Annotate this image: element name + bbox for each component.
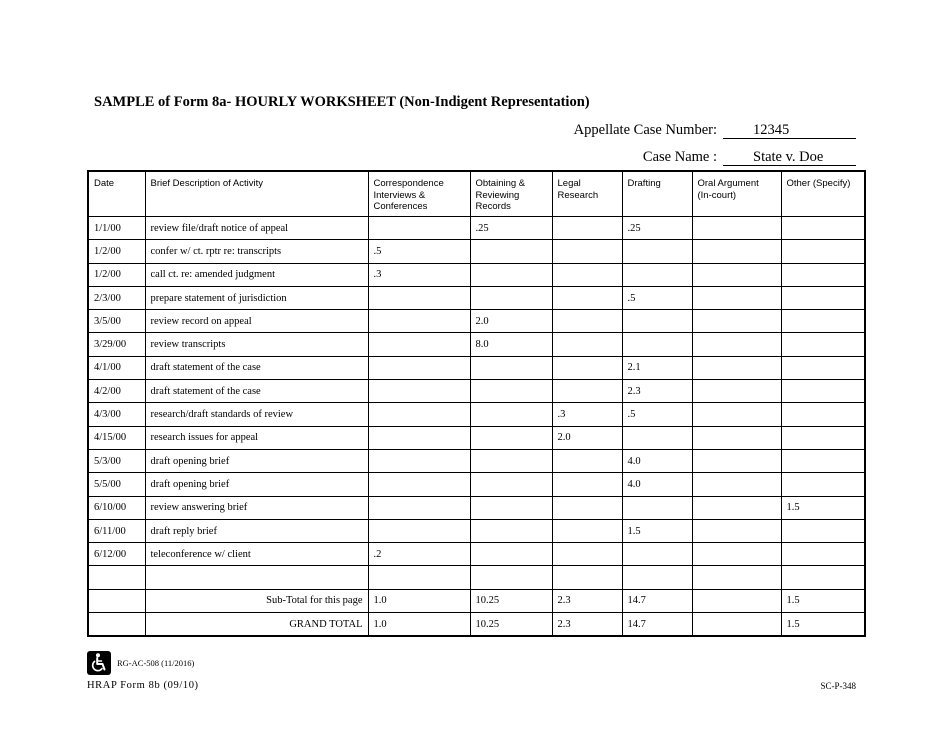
cell-correspondence — [368, 356, 470, 379]
col-header-legal-research: Legal Research — [552, 171, 622, 217]
cell-records — [470, 380, 552, 403]
cell-oral-argument — [692, 286, 781, 309]
header-row — [88, 171, 865, 217]
cell-date: 5/5/00 — [88, 473, 145, 496]
col-header-oral-argument: Oral Argument (In-court) — [692, 171, 781, 217]
cell-records — [470, 519, 552, 542]
cell-records: 8.0 — [470, 333, 552, 356]
cell-legal-research — [552, 449, 622, 472]
cell-oral-argument — [692, 240, 781, 263]
cell-date — [88, 566, 145, 589]
cell-description: draft statement of the case — [145, 380, 368, 403]
cell-drafting — [622, 543, 692, 566]
cell-drafting: 4.0 — [622, 473, 692, 496]
cell-records: 2.0 — [470, 310, 552, 333]
cell-correspondence — [368, 496, 470, 519]
table-row — [88, 426, 865, 449]
subtotal-correspondence: 1.0 — [368, 589, 470, 612]
table-row — [88, 286, 865, 309]
grand-total-oral-argument — [692, 613, 781, 637]
cell-legal-research — [552, 240, 622, 263]
cell-date: 3/29/00 — [88, 333, 145, 356]
table-row — [88, 240, 865, 263]
cell-legal-research — [552, 263, 622, 286]
cell-records — [470, 449, 552, 472]
cell-date: 6/12/00 — [88, 543, 145, 566]
cell-legal-research — [552, 333, 622, 356]
cell-records — [470, 543, 552, 566]
cell-drafting — [622, 240, 692, 263]
cell-oral-argument — [692, 496, 781, 519]
cell-drafting: 1.5 — [622, 519, 692, 542]
table-row — [88, 380, 865, 403]
subtotal-legal-research: 2.3 — [552, 589, 622, 612]
cell-legal-research — [552, 356, 622, 379]
table-row — [88, 519, 865, 542]
cell-correspondence — [368, 380, 470, 403]
cell-legal-research — [552, 496, 622, 519]
col-header-description: Brief Description of Activity — [145, 171, 368, 217]
grand-total-correspondence: 1.0 — [368, 613, 470, 637]
col-header-drafting: Drafting — [622, 171, 692, 217]
cell-description: draft opening brief — [145, 473, 368, 496]
cell-drafting: 4.0 — [622, 449, 692, 472]
cell-drafting — [622, 310, 692, 333]
cell-drafting: .5 — [622, 403, 692, 426]
subtotal-other: 1.5 — [781, 589, 865, 612]
cell-records — [470, 403, 552, 426]
cell-correspondence — [368, 426, 470, 449]
cell-correspondence — [368, 473, 470, 496]
cell-description: draft statement of the case — [145, 356, 368, 379]
cell-date: 1/1/00 — [88, 217, 145, 240]
cell-records — [470, 286, 552, 309]
cell-records: .25 — [470, 217, 552, 240]
cell-description: call ct. re: amended judgment — [145, 263, 368, 286]
form-code: RG-AC-508 (11/2016) — [117, 658, 195, 668]
cell-other: 1.5 — [781, 496, 865, 519]
cell-other — [781, 310, 865, 333]
cell-description: review record on appeal — [145, 310, 368, 333]
cell-correspondence — [368, 286, 470, 309]
cell-records — [470, 473, 552, 496]
footer-page-code: SC-P-348 — [820, 681, 856, 691]
cell-legal-research — [552, 380, 622, 403]
cell-date: 4/3/00 — [88, 403, 145, 426]
form-title: SAMPLE of Form 8a- HOURLY WORKSHEET (Non-Indigent Representation) — [94, 94, 590, 110]
cell-description: draft opening brief — [145, 449, 368, 472]
subtotal-drafting: 14.7 — [622, 589, 692, 612]
cell-other — [781, 566, 865, 589]
cell-other — [781, 356, 865, 379]
case-name-value: State v. Doe — [723, 149, 856, 166]
cell-oral-argument — [692, 426, 781, 449]
cell-other — [781, 543, 865, 566]
cell-drafting: .25 — [622, 217, 692, 240]
cell-records — [470, 426, 552, 449]
cell-correspondence — [368, 217, 470, 240]
cell-description: review transcripts — [145, 333, 368, 356]
case-name-row — [643, 149, 856, 166]
cell-legal-research: 2.0 — [552, 426, 622, 449]
cell-description: draft reply brief — [145, 519, 368, 542]
cell-legal-research — [552, 286, 622, 309]
cell-drafting — [622, 426, 692, 449]
cell-legal-research — [552, 217, 622, 240]
table-row — [88, 403, 865, 426]
cell-description: research/draft standards of review — [145, 403, 368, 426]
cell-drafting: 2.3 — [622, 380, 692, 403]
table-row — [88, 333, 865, 356]
cell-other — [781, 286, 865, 309]
table-row — [88, 566, 865, 589]
table-row — [88, 496, 865, 519]
cell-correspondence — [368, 333, 470, 356]
case-number-value: 12345 — [723, 122, 856, 139]
cell-drafting — [622, 333, 692, 356]
cell-oral-argument — [692, 217, 781, 240]
cell-other — [781, 449, 865, 472]
cell-correspondence: .2 — [368, 543, 470, 566]
col-header-correspondence: Correspondence Interviews & Conferences — [368, 171, 470, 217]
subtotal-label: Sub-Total for this page — [145, 589, 368, 612]
cell-records — [470, 263, 552, 286]
cell-description: teleconference w/ client — [145, 543, 368, 566]
cell-other — [781, 426, 865, 449]
cell-other — [781, 473, 865, 496]
case-number-row — [574, 122, 856, 139]
cell-oral-argument — [692, 403, 781, 426]
cell-records — [470, 566, 552, 589]
cell-oral-argument — [692, 449, 781, 472]
cell-other — [781, 380, 865, 403]
subtotal-row — [88, 589, 865, 612]
cell-date: 4/1/00 — [88, 356, 145, 379]
cell-oral-argument — [692, 356, 781, 379]
cell-drafting: 2.1 — [622, 356, 692, 379]
cell-date: 5/3/00 — [88, 449, 145, 472]
cell-oral-argument — [692, 473, 781, 496]
cell-other — [781, 519, 865, 542]
cell-oral-argument — [692, 519, 781, 542]
footer-form-id: HRAP Form 8b (09/10) — [87, 680, 199, 691]
cell-oral-argument — [692, 543, 781, 566]
cell-legal-research — [552, 543, 622, 566]
cell-records — [470, 240, 552, 263]
cell-description: review file/draft notice of appeal — [145, 217, 368, 240]
cell-legal-research — [552, 566, 622, 589]
cell-other — [781, 403, 865, 426]
cell-date: 2/3/00 — [88, 286, 145, 309]
cell-date: 4/15/00 — [88, 426, 145, 449]
cell-correspondence — [368, 519, 470, 542]
cell-other — [781, 240, 865, 263]
cell-oral-argument — [692, 566, 781, 589]
cell-legal-research — [552, 473, 622, 496]
cell-legal-research — [552, 519, 622, 542]
cell-drafting — [622, 566, 692, 589]
cell-date: 3/5/00 — [88, 310, 145, 333]
case-name-label: Case Name : — [642, 149, 717, 165]
table-row — [88, 543, 865, 566]
subtotal-oral-argument — [692, 589, 781, 612]
cell-correspondence — [368, 449, 470, 472]
case-number-label: Appellate Case Number: — [573, 122, 717, 138]
cell-date: 1/2/00 — [88, 263, 145, 286]
cell-date: 4/2/00 — [88, 380, 145, 403]
col-header-other: Other (Specify) — [781, 171, 865, 217]
table-row — [88, 217, 865, 240]
table-row — [88, 449, 865, 472]
grand-total-other: 1.5 — [781, 613, 865, 637]
table-row — [88, 356, 865, 379]
cell-correspondence: .5 — [368, 240, 470, 263]
cell-records — [470, 356, 552, 379]
cell-description — [145, 566, 368, 589]
cell-correspondence — [368, 310, 470, 333]
grand-total-label: GRAND TOTAL — [145, 613, 368, 637]
cell-description: confer w/ ct. rptr re: transcripts — [145, 240, 368, 263]
cell-correspondence — [368, 566, 470, 589]
cell-description: review answering brief — [145, 496, 368, 519]
grand-total-records: 10.25 — [470, 613, 552, 637]
grand-total-legal-research: 2.3 — [552, 613, 622, 637]
hourly-worksheet-table — [87, 170, 866, 637]
table-row — [88, 473, 865, 496]
worksheet-body — [88, 217, 865, 590]
col-header-records: Obtaining & Reviewing Records — [470, 171, 552, 217]
table-row — [88, 263, 865, 286]
cell-oral-argument — [692, 333, 781, 356]
cell-records — [470, 496, 552, 519]
cell-correspondence — [368, 403, 470, 426]
cell-legal-research — [552, 310, 622, 333]
cell-other — [781, 263, 865, 286]
grand-total-row — [88, 613, 865, 637]
cell-drafting — [622, 496, 692, 519]
cell-drafting: .5 — [622, 286, 692, 309]
cell-correspondence: .3 — [368, 263, 470, 286]
cell-other — [781, 333, 865, 356]
cell-oral-argument — [692, 380, 781, 403]
cell-oral-argument — [692, 263, 781, 286]
cell-other — [781, 217, 865, 240]
cell-legal-research: .3 — [552, 403, 622, 426]
table-row — [88, 310, 865, 333]
cell-drafting — [622, 263, 692, 286]
cell-date: 6/10/00 — [88, 496, 145, 519]
cell-date: 1/2/00 — [88, 240, 145, 263]
grand-total-drafting: 14.7 — [622, 613, 692, 637]
col-header-date: Date — [88, 171, 145, 217]
cell-description: prepare statement of jurisdiction — [145, 286, 368, 309]
cell-date: 6/11/00 — [88, 519, 145, 542]
cell-oral-argument — [692, 310, 781, 333]
subtotal-records: 10.25 — [470, 589, 552, 612]
wheelchair-icon — [87, 651, 111, 675]
cell-description: research issues for appeal — [145, 426, 368, 449]
